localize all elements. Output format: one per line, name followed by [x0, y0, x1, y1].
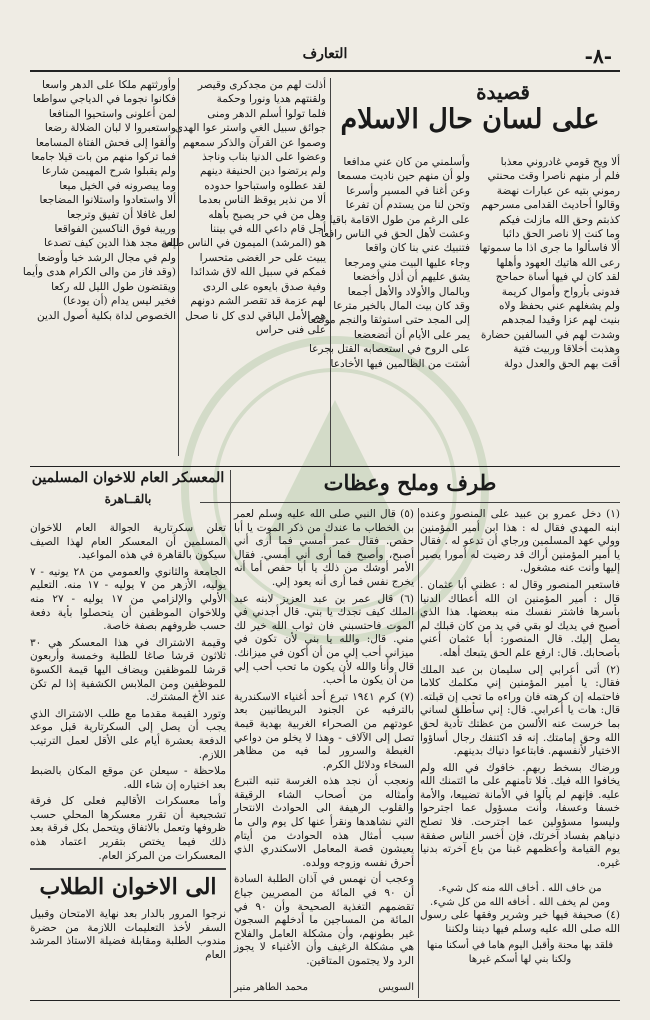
tidbits-column-right: [420, 508, 620, 878]
poem-line: وما كنت إلا ناصر الحق دائبا: [502, 228, 620, 241]
camp-paragraph: وقيمة الاشتراك في هذا المعسكر هي ٣٠ ثلاثون قرشا صاغا للطلبة وخمسة وأربعون قرشا للموظفين ويضاف اليها قيمة الكسوة للموظفين ومن الملابس الكشفية إذا لم تكن عند الأخ المشترك.: [30, 636, 226, 704]
poem-signature: على فنى حراس: [255, 323, 326, 336]
tidbit-paragraph: (٧) كرم ١٩٤١ تبرع أحد أغنياء الاسكندرية بالترفيه عن الجنود البريطانيين بعد عودتهم من الصحراء الغربية بهدية قيمة تصل إلى الآلاف - وهذا لا يخلو من دواعي الغبطة والسرور لما فيه من مظاهر السخاء ودلائل الكرم.: [234, 690, 414, 771]
tidbits-column-left: [234, 508, 414, 978]
poem-line: وفية صدق بايعوه على الردى: [202, 280, 326, 293]
poem-line: وقد كان بيت المال بالخير مترعا: [333, 300, 470, 313]
camp-body: [30, 522, 226, 866]
poem-line: هم الأمل الباقي لدى كل نا صحل: [185, 309, 326, 322]
poem-line: ولم يرتضوا دين الحنيفة دينهم: [199, 165, 326, 178]
poem-line: فدونى بأرواح وأموال كريمة: [501, 285, 620, 298]
verse-line: من خاف الله . أخاف الله منه كل شيء.: [438, 883, 602, 894]
poem-line: ألا من نذير يوقظ الناس بعدما: [198, 194, 326, 207]
poem-line: وبالمال والأولاد والأهل أجمعا: [347, 285, 470, 298]
poem-line: يشق عليهم أن أذل وأخضعا: [353, 271, 470, 284]
section-rule: [30, 868, 226, 870]
page-number: -٨-: [584, 44, 612, 68]
poem-line: ألا واستعادوا واستلانوا المضاجعا: [39, 194, 176, 207]
poem-line: على الروح في استعصابه القتل بجرعا: [308, 343, 470, 356]
tidbit-paragraph: (٢) أتى أعرابي إلى سليمان بن عبد الملك فقال: يا أمير المؤمنين إني مكلمك كلاما فاحتمله إن كرهته فان وراءه ما تحب إن قبلته. قال: هات يا أعرابي. قال: إني سأطلق لساني بما خرست عنه الألسن من عظتك تأدية لحق الله وحق إمامتك. إنه قد اكتنفك رجال أساؤوا الاختيار لأنفسهم. فابتاعوا دنياك بدينهم.: [420, 663, 620, 758]
camp-paragraph: وأما معسكرات الأقاليم فعلى كل فرقة تشجيعية أن تقرر معسكرها المحلي حسب ظروفها وتعمل بالاتفاق ويتحمل بكل فرقة بعد ذلك فيما يختص بتقرير اعتماد هذه المعسكرات من المركز العام.: [30, 795, 226, 862]
tidbit-paragraph: ورضاك بسخط ربهم. خافوك في الله ولم يخافوا الله فيك. فلا تأمنهم على ما ائتمنك الله عليه. فإنهم لم يألوا في الأمانة تضييعا، والأمة خسفا وعسفا، وأنت مسؤول عما اجترحوا وليسوا مسؤولين عما اجترحت. فلا تصلح دنياهم بفساد آخرتك، فإن أخسر الناس صفقة يوم القيامة وأعظمهم غبنا من باع آخرته بدنيا غيره.: [420, 761, 620, 869]
verse-line: فلقد بها محنة وأقبل اليوم هاما في أسكنا منها: [426, 940, 614, 952]
poem-line: رعى الله هاتيك العهود وأهلها: [496, 256, 620, 269]
poem-line: (وقد فاز من والى الكرام هدى وأيما: [22, 266, 176, 279]
camp-heading: [30, 470, 226, 518]
poem-line: وأسلمني من كان عني مدافعا: [343, 156, 470, 168]
poem-line: ولم يقبلوا شرح المهيمن شارعا: [42, 165, 176, 178]
sig-place: السويس: [378, 982, 414, 993]
poem-line: وهذبت أخلاقا وربيت فتية: [513, 343, 620, 356]
tidbit-paragraph: وعجب أن نهمس في آذان الطلبة السادة أن ٩٠ في المائة من المصريين جياع تقضمهم التغذية الصحيحة وأن ٩٠ في المائة من المساجين ما أدخلهم السجون غير بطونهم، وأن مشكلة العامل والفلاح هي مشكلة الرغيف وأن الأغنياء لا يجوز الرد ولا يجتمون المتاقين.: [234, 873, 414, 967]
poem-line: لعل غافلا أن تفيق وترجعا: [67, 208, 176, 221]
poem-line: وتحن لنا من يستدم أن تفرعا: [345, 199, 470, 212]
poem-line: وقالوا أحاديث القدامى مسرحهم: [481, 199, 620, 212]
section-rule: [30, 466, 620, 467]
poem-line: جوائق سبيل الغي واستر عوا الهدى: [174, 122, 326, 135]
poem-line: وألقوا إلى فحش الفتاة المسامعا: [35, 136, 176, 149]
poem-line: هو (المرشد) الميمون في الناس طلعة: [161, 237, 326, 250]
poem-column-left: [307, 155, 470, 460]
poem-line: ولقنتهم هديا ونورا وحكمة: [216, 93, 326, 106]
tidbits-signature: [234, 982, 414, 998]
poem-line: أقت بهم الحق والعدل دولة: [504, 357, 620, 370]
tidbits-verse: [420, 882, 620, 997]
poem-line: إلى مجد هذا الدين كيف تصدعا: [43, 237, 176, 250]
students-title: الى الاخوان الطلاب: [39, 874, 217, 900]
column-divider: [230, 470, 231, 998]
tidbits-heading: [200, 470, 620, 502]
footer-rule: [30, 1000, 620, 1001]
poem-line: فمكم في سبيل الله لاق شدائدا: [190, 266, 326, 279]
poem-line: أذلت لهم من مجدكرى وقيصر: [197, 79, 326, 91]
poem-line: ولم في مجال الرشد خبا وأوضعا: [37, 251, 176, 264]
poem-line: وشدت لهم في السالفين حضارة: [480, 328, 620, 341]
poem-signature: الخصوص لداة بكلية أصول الدين: [36, 309, 176, 322]
poem-line: لقد عطلوه واستباحوا حدوده: [204, 179, 326, 192]
poem-line: كذبتم وحق الله مازلت فيكم: [499, 213, 620, 226]
tidbit-paragraph: (٥) قال النبي صلى الله عليه وسلم لعمر بن الخطاب ما عندك من ذكر الموت يا أبا حفص. فقال عمر أمسي فما أرى أني أصبح، وأصبح فما أرى أني أمسي. فقال الأمر أوشك من ذلك يا أبا حفص أما أنه يخرج نفس فما أرى أنه يعود إلي.: [234, 508, 414, 588]
poem-line: رموني بتيه عن عبارات نهضة: [496, 184, 620, 197]
camp-paragraph: وتورد القيمة مقدما مع طلب الاشتراك الذي يجب أن يصل إلى السكرتارية قبل موعد الدفعة بعشرة أيام على الأقل لعمل الترتيب اللازم.: [30, 707, 226, 761]
column-divider: [418, 508, 419, 998]
poem-line: لمن أعلونى واستحيوا المنافعا: [48, 107, 176, 120]
students-text: نرجوا المرور بالدار بعد نهاية الامتحان وقبيل السفر لأخذ التعليمات اللازمة من حضرة مندوب الطلبة ومقابلة فضيلة الاستاذ المرشد العام: [30, 908, 226, 961]
poem-line: وعن أغنا في المسير وأسرعا: [346, 184, 470, 197]
poem-line: وجاء عليها البيت مني ومرجعا: [344, 256, 470, 269]
poem-line: ويقتضون طول الليل لله ركعا: [51, 280, 176, 293]
poem-line: ألا فاسألوا ما جرى اذا ما سموتها: [479, 242, 620, 255]
column-divider: [330, 78, 331, 466]
tidbit-paragraph: فاستعبر المنصور وقال له : عظني أبا عثمان . قال : أمير المؤمنين ان الله أعطاك الدنيا بأسرها فاشتر نفسك منه ببعضها. هذا الذي أصبح في يديك لو بقي في يد من كان قبلك لم يصل إليك. قال المنصور: أبا عثمان أعني بأصحابك. قال: ارفع علم الحق يتبعك أهله.: [420, 578, 620, 659]
poem-line: وصموا عن القرآن والذكر سمعهم: [182, 136, 326, 149]
poem-line: لقد كان لي فيها أساة حماحج: [495, 271, 620, 284]
poem-line: وعضوا على الدنيا بناب وناجذ: [202, 151, 326, 164]
poem-line: وعشت لأهل الحق في الناس رافعا: [320, 228, 470, 241]
tidbit-paragraph: (٦) قال عمر بن عبد العزيز لابنه عبد الملك كيف تجدك يا بني. قال أجدني في الموت فاحتسبني فان ثواب الله خير لك مني. قال: والله يا بني لأن تكون في ميزاني أحب إلي من أن أكون في ميزانك. قال وأنا والله لأن يكون ما تحب أحب إلي من أن يكون ما أحب.: [234, 592, 414, 687]
poem-subtitle: قصيدة: [476, 80, 530, 104]
poem-line: فلم أر منهم ناصرا وقت محنتي: [487, 170, 620, 183]
tidbit-paragraph: ونعجب أن نجد هذه الغرسة تنبه التبرع وأمثاله من أصحاب الشاء الرقيقة والقلوب الرهيفة الى الحوادث الانتحار التي نشاهدها ونقرأ عنها كل يوم والى ما سبب أمثال هذه الحوادث من أيتام يعيشون قصة المعامل الاسكندري الذي أحرق نفسه وزوجه وولده.: [234, 775, 414, 869]
poem-line: أجل قام داعي الله في بيننا: [210, 223, 326, 236]
poem-line: وما يبصرونه في الخيل ميعا: [59, 179, 176, 192]
verse-line: ولكنا بني لها أسكم غيرها: [468, 953, 572, 965]
poem-line: فما تركوا منهم من بات قيلا جامعا: [31, 151, 176, 164]
page-header: [30, 44, 620, 68]
poem-line: على الرغم من طول الاقامة باقيا: [329, 213, 470, 226]
camp-title: المعسكر العام للاخوان المسلمين: [31, 470, 225, 486]
poem-line: أشتت من الظالمين فيها الأخادعا: [330, 357, 470, 370]
poem-line: فكانوا نجوما في الدياجي سواطعا: [32, 93, 176, 106]
header-rule: [30, 70, 620, 72]
poem-line: بنيت لهم عزا وقيدا لمجدهم: [501, 314, 620, 327]
camp-paragraph: ملاحظة - سيعلن عن موقع المكان بالضبط بعد اختياره إن شاء الله.: [30, 765, 226, 791]
poem-line: وريبة فوق الناكسين الفواقعا: [54, 223, 176, 236]
poem-column-third: [161, 78, 326, 456]
poem-line: إلى المجد حتى استوثقا والنجم موضعا: [307, 314, 470, 327]
poem-heading: [320, 80, 620, 150]
poem-line: يبيت على حر الغضى متحسرا: [199, 251, 326, 264]
tidbits-rule: [200, 502, 620, 503]
tidbit-paragraph: (٤) صحيفة فيها خير وشرير وفقها على رسول الله صلى الله عليه وسلم فيها ديننا ولكننا: [420, 909, 620, 935]
verse-line: ومن لم يخف الله . أخافه الله من كل شيء.: [430, 896, 610, 908]
poem-line: ولم يشغلهم عني بحفظ ولاه: [499, 300, 620, 313]
poem-column-right: [472, 155, 620, 460]
camp-paragraph: تعلن سكرتارية الجوالة العام للاخوان المسلمين أن المعسكر العام لهذا الصيف سيكون بالقاهرة في هذه المواعيد.: [30, 522, 226, 562]
poem-column-fourth: [22, 78, 176, 456]
camp-subtitle: بالقــاهرة: [104, 492, 152, 506]
poem-title: على لسان حال الاسلام: [340, 104, 600, 135]
poem-line: لهم عزمة قد تقصر الشم دونهم: [190, 295, 326, 308]
poem-line: فلما تولوا أسلم الدهر ومنى: [207, 107, 326, 120]
poem-line: وأورثتهم ملكا على الدهر واسعا: [42, 79, 176, 91]
poem-line: يمر على الأيام أن أتضعضعا: [353, 328, 470, 341]
column-divider: [178, 78, 179, 456]
tidbit-paragraph: (١) دخل عمرو بن عبيد على المنصور وعنده ابنه المهدي فقال له : هذا ابن أمير المؤمنين وولي عهد المسلمين ورجاي أن تدعو له . فقال يا أمير المؤمنين أراك قد رضيت له أمورا يصير إليها وأنت عنه مشغول.: [420, 508, 620, 575]
camp-paragraph: الجامعة والثانوي والعمومي من ٢٨ يونيه - ٧ يوليه، الأزهر من ٧ يوليه - ١٧ منه. التعليم الأولي والإلزامي من ١٧ يوليه - ٢٧ منه وللاخوان الموظفين أن يتحصلوا بأية دفعة حسب ظروفهم بصفة خاصة.: [30, 565, 226, 633]
poem-line: فتنبيك عني بنا كان واقعا: [365, 242, 470, 255]
tidbits-title: طرف وملح وعظات: [323, 470, 497, 495]
poem-line: واستعبروا لا لبان الضلالة رضعا: [44, 122, 176, 135]
sig-author: محمد الطاهر منير: [234, 982, 308, 993]
poem-line: فخير ليس يدام (أن يودعا): [62, 295, 176, 308]
poem-line: ولو أن منهم حين ناديت مسمعا: [337, 170, 470, 183]
students-notice: [30, 874, 226, 998]
masthead: التعارف: [302, 46, 348, 62]
poem-line: ألا ويح قومي غادروني معذبا: [500, 156, 620, 168]
poem-line: وهل من في حر يصيح بأهله: [208, 208, 326, 221]
